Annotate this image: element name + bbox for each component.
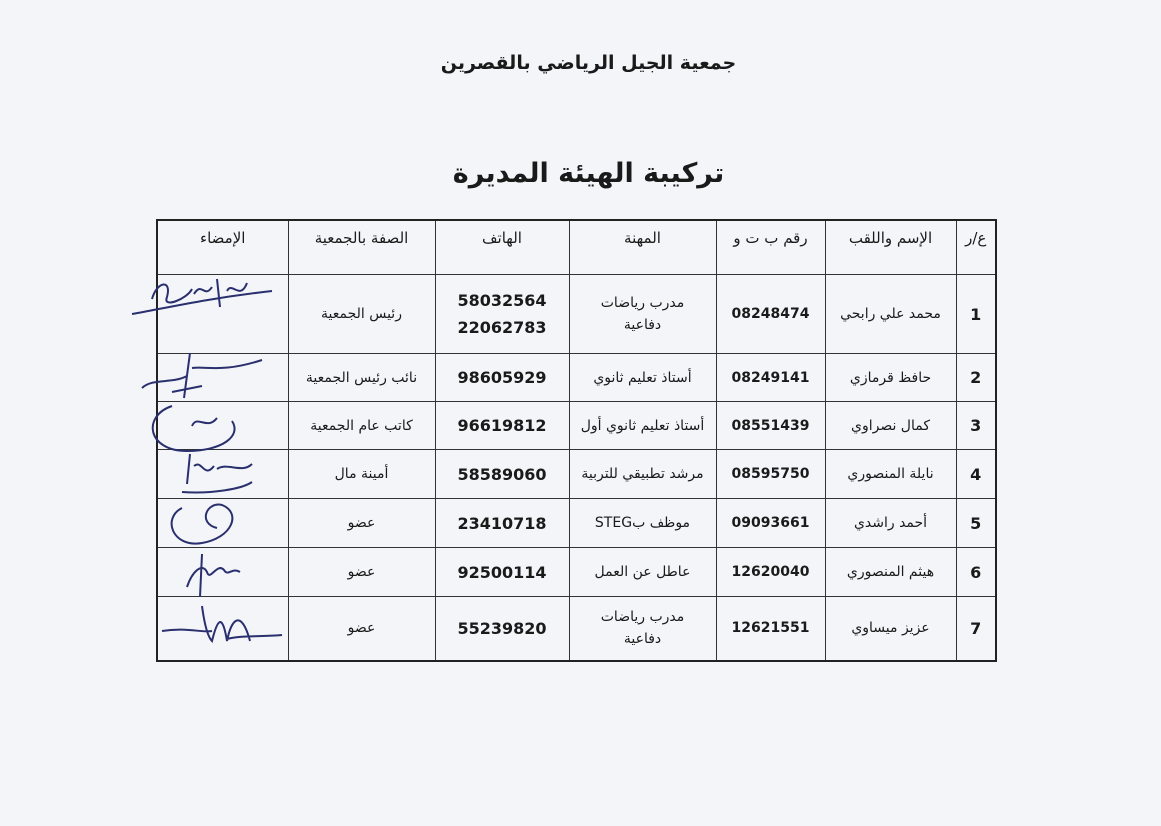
member-profession: موظف بSTEG bbox=[569, 499, 716, 548]
member-phone: 55239820 bbox=[435, 597, 569, 661]
member-phone: 58589060 bbox=[435, 450, 569, 499]
col-header-name: الإسم واللقب bbox=[825, 220, 956, 275]
handwritten-signature bbox=[162, 548, 284, 596]
member-profession bbox=[569, 597, 716, 661]
member-profession: أستاذ تعليم ثانوي أول bbox=[569, 402, 716, 450]
table-row bbox=[157, 354, 996, 402]
handwritten-signature bbox=[162, 499, 284, 547]
board-table bbox=[156, 219, 997, 662]
member-id: 08248474 bbox=[716, 275, 825, 354]
table-row bbox=[157, 275, 996, 354]
table-row bbox=[157, 597, 996, 661]
member-id: 08249141 bbox=[716, 354, 825, 402]
member-phone bbox=[435, 275, 569, 354]
signature-cell bbox=[157, 548, 288, 597]
member-role: نائب رئيس الجمعية bbox=[288, 354, 435, 402]
row-num: 1 bbox=[956, 275, 996, 354]
handwritten-signature bbox=[162, 450, 284, 498]
member-name: عزيز ميساوي bbox=[825, 597, 956, 661]
member-name: كمال نصراوي bbox=[825, 402, 956, 450]
row-num: 7 bbox=[956, 597, 996, 661]
member-name: محمد علي رابحي bbox=[825, 275, 956, 354]
member-phone: 96619812 bbox=[435, 402, 569, 450]
member-name: أحمد راشدي bbox=[825, 499, 956, 548]
member-role: عضو bbox=[288, 499, 435, 548]
member-phone: 23410718 bbox=[435, 499, 569, 548]
member-role: كاتب عام الجمعية bbox=[288, 402, 435, 450]
profession-line: دفاعية bbox=[623, 317, 662, 333]
col-header-phone: الهاتف bbox=[435, 220, 569, 275]
table-row bbox=[157, 450, 996, 499]
member-name: هيثم المنصوري bbox=[825, 548, 956, 597]
table-row bbox=[157, 548, 996, 597]
col-header-role: الصفة بالجمعية bbox=[288, 220, 435, 275]
signature-cell bbox=[157, 499, 288, 548]
row-num: 6 bbox=[956, 548, 996, 597]
page-title: تركيبة الهيئة المديرة bbox=[452, 158, 725, 189]
member-id: 12620040 bbox=[716, 548, 825, 597]
profession-line: مدرب رياضات bbox=[600, 609, 685, 626]
handwritten-signature bbox=[162, 402, 284, 449]
profession-line: دفاعية bbox=[623, 631, 662, 648]
table-row bbox=[157, 402, 996, 450]
signature-cell bbox=[157, 450, 288, 499]
member-profession: عاطل عن العمل bbox=[569, 548, 716, 597]
profession-line: مدرب رياضات bbox=[600, 295, 685, 311]
table-header-row bbox=[157, 220, 996, 275]
member-phone: 92500114 bbox=[435, 548, 569, 597]
member-profession: أستاذ تعليم ثانوي bbox=[569, 354, 716, 402]
member-role: عضو bbox=[288, 548, 435, 597]
member-id: 08551439 bbox=[716, 402, 825, 450]
row-num: 2 bbox=[956, 354, 996, 402]
col-header-signature: الإمضاء bbox=[157, 220, 288, 275]
member-id: 09093661 bbox=[716, 499, 825, 548]
member-profession: مرشد تطبيقي للتربية bbox=[569, 450, 716, 499]
col-header-profession: المهنة bbox=[569, 220, 716, 275]
member-role: عضو bbox=[288, 597, 435, 661]
signature-cell bbox=[157, 597, 288, 661]
row-num: 3 bbox=[956, 402, 996, 450]
row-num: 4 bbox=[956, 450, 996, 499]
phone-number: 22062783 bbox=[457, 318, 547, 337]
signature-cell bbox=[157, 275, 288, 354]
handwritten-signature bbox=[162, 275, 284, 353]
member-role: رئيس الجمعية bbox=[288, 275, 435, 354]
member-role: أمينة مال bbox=[288, 450, 435, 499]
handwritten-signature bbox=[162, 597, 284, 660]
col-header-cin: رقم ب ت و bbox=[716, 220, 825, 275]
signature-cell bbox=[157, 402, 288, 450]
handwritten-signature bbox=[162, 354, 284, 401]
member-phone: 98605929 bbox=[435, 354, 569, 402]
member-profession bbox=[569, 275, 716, 354]
organization-name: جمعية الجيل الرياضي بالقصرين bbox=[440, 52, 737, 74]
member-name: حافظ قرمازي bbox=[825, 354, 956, 402]
row-num: 5 bbox=[956, 499, 996, 548]
table-row bbox=[157, 499, 996, 548]
phone-number: 58032564 bbox=[457, 291, 547, 310]
col-header-num: ع/ر bbox=[956, 220, 996, 275]
member-name: نايلة المنصوري bbox=[825, 450, 956, 499]
member-id: 12621551 bbox=[716, 597, 825, 661]
member-id: 08595750 bbox=[716, 450, 825, 499]
signature-cell bbox=[157, 354, 288, 402]
